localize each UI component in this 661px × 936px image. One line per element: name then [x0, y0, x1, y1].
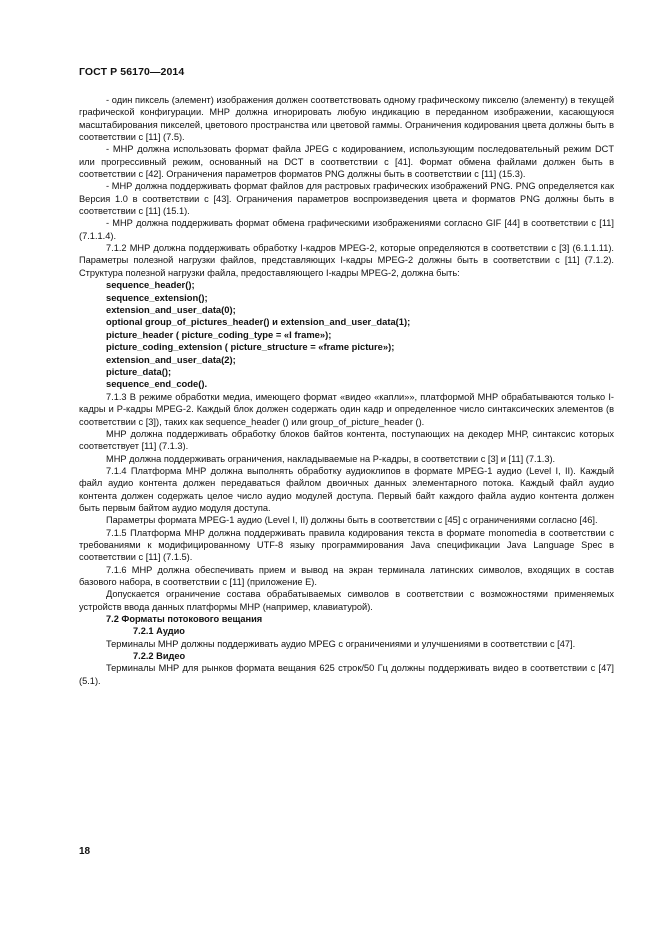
code-line: extension_and_user_data(0);	[106, 303, 236, 315]
section-heading: 7.2 Форматы потокового вещания	[106, 614, 263, 624]
subsection-heading: 7.2.2 Видео	[133, 651, 186, 662]
paragraph: - МНР должна использовать формат файла JPEG с кодированием, использующим последовательный режим DCT или прогрессивный режим, основанный на DCT в соответствии с [41]. Формат обмена файлами должен быть в соответствии с [42]. Ограничения параметров форматов PNG должны быть в соответствии с [11] (15.3).	[79, 144, 614, 180]
document-header: ГОСТ Р 56170—2014	[79, 66, 185, 78]
paragraph: 7.1.4 Платформа МНР должна выполнять обработку аудиоклипов в формате MPEG-1 аудио (Level I, II). Каждый файл аудио контента должен передаваться файлом двоичных данных элементарного потока. Каждый файл аудио контента должен содержать целое число аудио модулей доступа. Первый байт каждого файла аудио контента должен быть первым байтом аудио модуля доступа.	[79, 465, 614, 513]
code-line: picture_coding_extension ( picture_structure = «frame picture»);	[106, 341, 395, 353]
subsection-heading: 7.2.1 Аудио	[133, 626, 185, 637]
paragraph: 7.1.2 МНР должна поддерживать обработку I-кадров MPEG-2, которые определяются в соответствии с [3] (6.1.1.11). Параметры полезной нагрузки файлов, представляющих I-кадры MPEG-2 должны быть в соответствии с [11] (7.1.2). Структура полезной нагрузки файла, предоставляющего I-кадры MPEG-2, должна быть:	[79, 243, 614, 278]
paragraph: Терминалы МНР должны поддерживать аудио MPEG с ограничениями и улучшениями в соответствии с [47].	[106, 638, 576, 649]
paragraph: 7.1.3 В режиме обработки медиа, имеющего формат «видео «капли»», платформой МНР обрабатываются только I-кадры и Р-кадры MPEG-2. Каждый блок должен содержать один кадр и определенное число синтаксических элементов (в соответствии с [3]), таких как sequence_header () или group_of_picture_header ().	[79, 391, 614, 427]
code-line: picture_header ( picture_coding_type = «I frame»);	[106, 328, 332, 340]
paragraph: МНР должна поддерживать обработку блоков байтов контента, поступающих на декодер МНР, синтаксис которых соответствует [11] (7.1.3).	[79, 428, 614, 452]
code-line: sequence_header();	[106, 279, 195, 291]
paragraph: - один пиксель (элемент) изображения должен соответствовать одному графическому пикселю (элементу) в текущей графической конфигурации. МНР должна игнорировать любую индикацию в переданном изображении, касающуюся масштабирования пикселей, цветового пространства или цветовой гаммы. Ограничения кодирования цвета должны быть в соответствии с [11] (7.5).	[79, 95, 614, 143]
code-line: optional group_of_pictures_header() и extension_and_user_data(1);	[106, 316, 411, 328]
paragraph: - МНР должна поддерживать формат файлов для растровых графических изображений PNG. PNG определяется как Версия 1.0 в соответствии с [43]. Ограничения параметров воспроизведения цвета и форматов PNG должны быть в соответствии с [11] (15.1).	[79, 181, 614, 217]
paragraph: Параметры формата MPEG-1 аудио (Level I, II) должны быть в соответствии с [45] с ограничениями согласно [46].	[106, 515, 598, 526]
page-number: 18	[79, 846, 91, 857]
code-line: extension_and_user_data(2);	[106, 353, 236, 365]
paragraph: - МНР должна поддерживать формат обмена графическими изображениями согласно GIF [44] в соответствии с [11] (7.1.1.4).	[79, 218, 614, 241]
paragraph: 7.1.5 Платформа МНР должна поддерживать правила кодирования текста в формате monomedia в соответствии с требованиями к модифицированному UTF-8 языку программирования Java спецификации Java Language Spec в соответствии с [11] (7.1.5).	[79, 527, 614, 563]
paragraph: Терминалы МНР для рынков формата вещания 625 строк/50 Гц должны поддерживать видео в соответствии с [47] (5.1).	[79, 663, 614, 686]
code-block	[79, 279, 614, 391]
document-body	[79, 94, 614, 687]
code-line: sequence_end_code().	[106, 378, 208, 390]
paragraph: 7.1.6 МНР должна обеспечивать прием и вывод на экран терминала латинских символов, входящих в состав базового набора, в соответствии с [11] (приложение Е).	[79, 564, 614, 587]
paragraph: МНР должна поддерживать ограничения, накладываемые на Р-кадры, в соответствии с [3] и [11] (7.1.3).	[106, 453, 556, 464]
code-line: picture_data();	[106, 366, 172, 377]
code-line: sequence_extension();	[106, 291, 208, 303]
paragraph: Допускается ограничение состава обрабатываемых символов в соответствии с возможностями применяемых устройств ввода данных платформы МНР (например, клавиатурой).	[79, 589, 614, 612]
